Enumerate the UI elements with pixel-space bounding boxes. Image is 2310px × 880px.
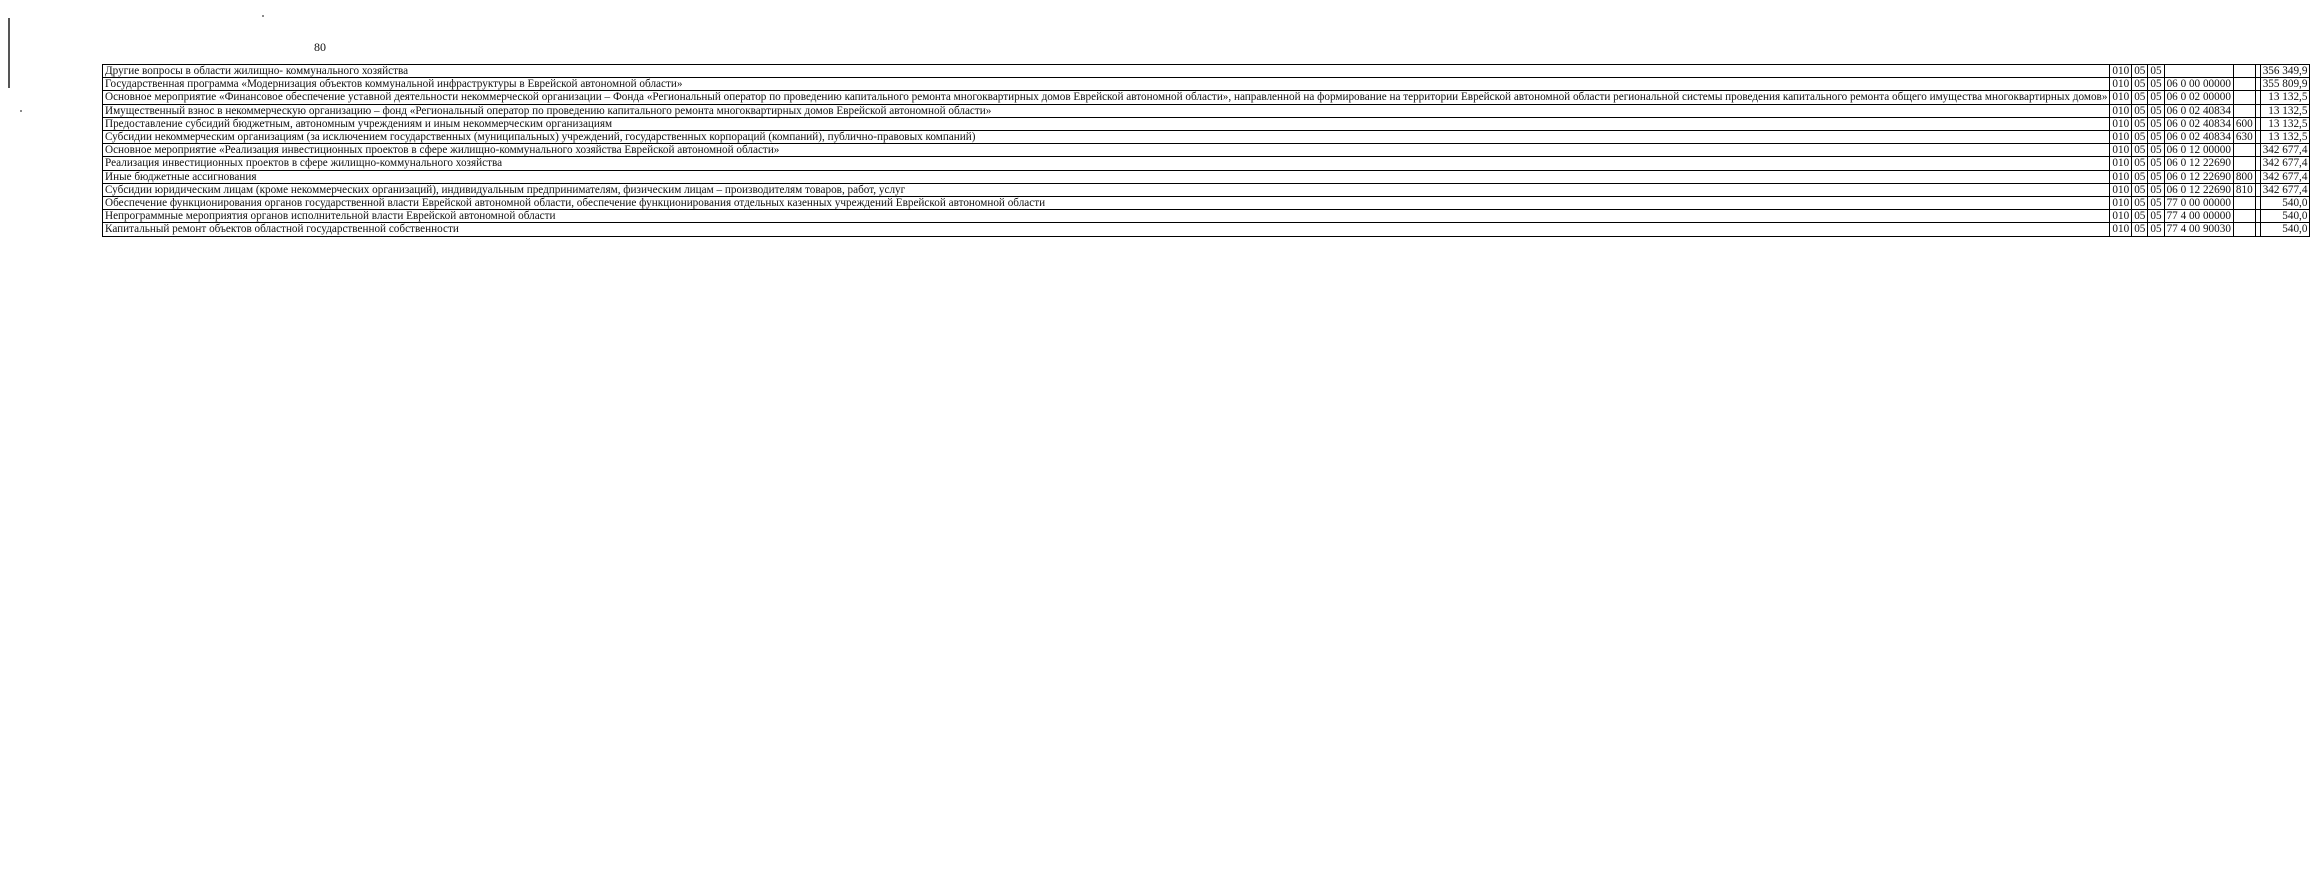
cell-vr [2233, 210, 2255, 223]
table-row [103, 104, 2310, 117]
cell-ved: 010 [2110, 170, 2132, 183]
table-row [103, 144, 2310, 157]
page-number: 80 [314, 40, 326, 54]
table-row [103, 117, 2310, 130]
cell-csr: 06 0 02 40834 [2164, 104, 2233, 117]
cell-name: Субсидии юридическим лицам (кроме некоммерческих организаций), индивидуальным предпринимателям, физическим лицам – производителям товаров, работ, услуг [103, 183, 2110, 196]
cell-csr: 06 0 02 40834 [2164, 117, 2233, 130]
cell-vr: 800 [2233, 170, 2255, 183]
cell-sum: 342 677,4 [2260, 144, 2310, 157]
cell-sum: 342 677,4 [2260, 170, 2310, 183]
cell-pr: 05 [2148, 117, 2164, 130]
cell-ved: 010 [2110, 65, 2132, 78]
table-row [103, 223, 2310, 236]
cell-pr: 05 [2148, 131, 2164, 144]
cell-ved: 010 [2110, 117, 2132, 130]
table-row [103, 170, 2310, 183]
table-row [103, 78, 2310, 91]
cell-name: Субсидии некоммерческим организациям (за исключением государственных (муниципальных) учреждений, государственных корпораций (компаний), публично-правовых компаний) [103, 131, 2110, 144]
cell-pr: 05 [2148, 170, 2164, 183]
table-row [103, 197, 2310, 210]
cell-sum: 540,0 [2260, 197, 2310, 210]
scan-speck [262, 15, 264, 17]
cell-rz: 05 [2132, 91, 2148, 104]
cell-ved: 010 [2110, 157, 2132, 170]
cell-rz: 05 [2132, 78, 2148, 91]
cell-pr: 05 [2148, 65, 2164, 78]
cell-rz: 05 [2132, 183, 2148, 196]
cell-vr [2233, 223, 2255, 236]
cell-sum: 540,0 [2260, 223, 2310, 236]
cell-name: Капитальный ремонт объектов областной государственной собственности [103, 223, 2110, 236]
cell-name: Другие вопросы в области жилищно- коммунального хозяйства [103, 65, 2110, 78]
cell-vr [2233, 91, 2255, 104]
cell-vr [2233, 197, 2255, 210]
table-row [103, 91, 2310, 104]
cell-rz: 05 [2132, 117, 2148, 130]
cell-csr: 06 0 02 40834 [2164, 131, 2233, 144]
cell-csr: 06 0 02 00000 [2164, 91, 2233, 104]
cell-csr [2164, 65, 2233, 78]
budget-table [102, 64, 2310, 237]
cell-csr: 77 4 00 90030 [2164, 223, 2233, 236]
cell-sum: 540,0 [2260, 210, 2310, 223]
cell-vr [2233, 157, 2255, 170]
cell-vr: 600 [2233, 117, 2255, 130]
cell-pr: 05 [2148, 183, 2164, 196]
cell-vr: 630 [2233, 131, 2255, 144]
cell-ved: 010 [2110, 210, 2132, 223]
cell-csr: 06 0 00 00000 [2164, 78, 2233, 91]
table-row [103, 65, 2310, 78]
cell-rz: 05 [2132, 131, 2148, 144]
cell-rz: 05 [2132, 210, 2148, 223]
cell-csr: 06 0 12 22690 [2164, 170, 2233, 183]
table-row [103, 210, 2310, 223]
cell-sum: 342 677,4 [2260, 157, 2310, 170]
cell-sum: 13 132,5 [2260, 117, 2310, 130]
cell-ved: 010 [2110, 104, 2132, 117]
cell-sum: 342 677,4 [2260, 183, 2310, 196]
cell-ved: 010 [2110, 144, 2132, 157]
cell-pr: 05 [2148, 144, 2164, 157]
table-row [103, 157, 2310, 170]
cell-ved: 010 [2110, 223, 2132, 236]
cell-vr [2233, 104, 2255, 117]
cell-pr: 05 [2148, 197, 2164, 210]
cell-vr [2233, 78, 2255, 91]
cell-csr: 06 0 12 00000 [2164, 144, 2233, 157]
cell-ved: 010 [2110, 78, 2132, 91]
cell-rz: 05 [2132, 157, 2148, 170]
cell-name: Имущественный взнос в некоммерческую организацию – фонд «Региональный оператор по проведению капитального ремонта многоквартирных домов Еврейской автономной области» [103, 104, 2110, 117]
cell-rz: 05 [2132, 104, 2148, 117]
cell-sum: 13 132,5 [2260, 131, 2310, 144]
cell-pr: 05 [2148, 210, 2164, 223]
budget-table-body [103, 65, 2310, 237]
cell-ved: 010 [2110, 131, 2132, 144]
scan-speck [20, 110, 22, 112]
table-row [103, 183, 2310, 196]
cell-csr: 77 4 00 00000 [2164, 210, 2233, 223]
cell-vr: 810 [2233, 183, 2255, 196]
cell-rz: 05 [2132, 65, 2148, 78]
cell-name: Реализация инвестиционных проектов в сфере жилищно-коммунального хозяйства [103, 157, 2110, 170]
cell-name: Непрограммные мероприятия органов исполнительной власти Еврейской автономной области [103, 210, 2110, 223]
cell-rz: 05 [2132, 197, 2148, 210]
cell-name: Основное мероприятие «Реализация инвестиционных проектов в сфере жилищно-коммунального хозяйства Еврейской автономной области» [103, 144, 2110, 157]
cell-rz: 05 [2132, 144, 2148, 157]
cell-ved: 010 [2110, 197, 2132, 210]
cell-sum: 356 349,9 [2260, 65, 2310, 78]
cell-vr [2233, 65, 2255, 78]
cell-csr: 06 0 12 22690 [2164, 157, 2233, 170]
cell-name: Предоставление субсидий бюджетным, автономным учреждениям и иным некоммерческим организациям [103, 117, 2110, 130]
cell-rz: 05 [2132, 170, 2148, 183]
cell-sum: 355 809,9 [2260, 78, 2310, 91]
cell-pr: 05 [2148, 104, 2164, 117]
cell-pr: 05 [2148, 223, 2164, 236]
cell-ved: 010 [2110, 91, 2132, 104]
cell-vr [2233, 144, 2255, 157]
cell-sum: 13 132,5 [2260, 104, 2310, 117]
cell-rz: 05 [2132, 223, 2148, 236]
cell-csr: 06 0 12 22690 [2164, 183, 2233, 196]
cell-sum: 13 132,5 [2260, 91, 2310, 104]
cell-pr: 05 [2148, 91, 2164, 104]
table-row [103, 131, 2310, 144]
cell-name: Основное мероприятие «Финансовое обеспечение уставной деятельности некоммерческой организации – Фонда «Региональный оператор по проведению капитального ремонта многоквартирных домов Еврейской автономной области», направленной на формирование на территории Еврейской автономной области региональной системы проведения капитального ремонта общего имущества многоквартирных домов» [103, 91, 2110, 104]
cell-name: Государственная программа «Модернизация объектов коммунальной инфраструктуры в Еврейской автономной области» [103, 78, 2110, 91]
cell-pr: 05 [2148, 157, 2164, 170]
cell-name: Обеспечение функционирования органов государственной власти Еврейской автономной области, обеспечение функционирования отдельных казенных учреждений Еврейской автономной области [103, 197, 2110, 210]
cell-csr: 77 0 00 00000 [2164, 197, 2233, 210]
cell-ved: 010 [2110, 183, 2132, 196]
cell-name: Иные бюджетные ассигнования [103, 170, 2110, 183]
cell-pr: 05 [2148, 78, 2164, 91]
